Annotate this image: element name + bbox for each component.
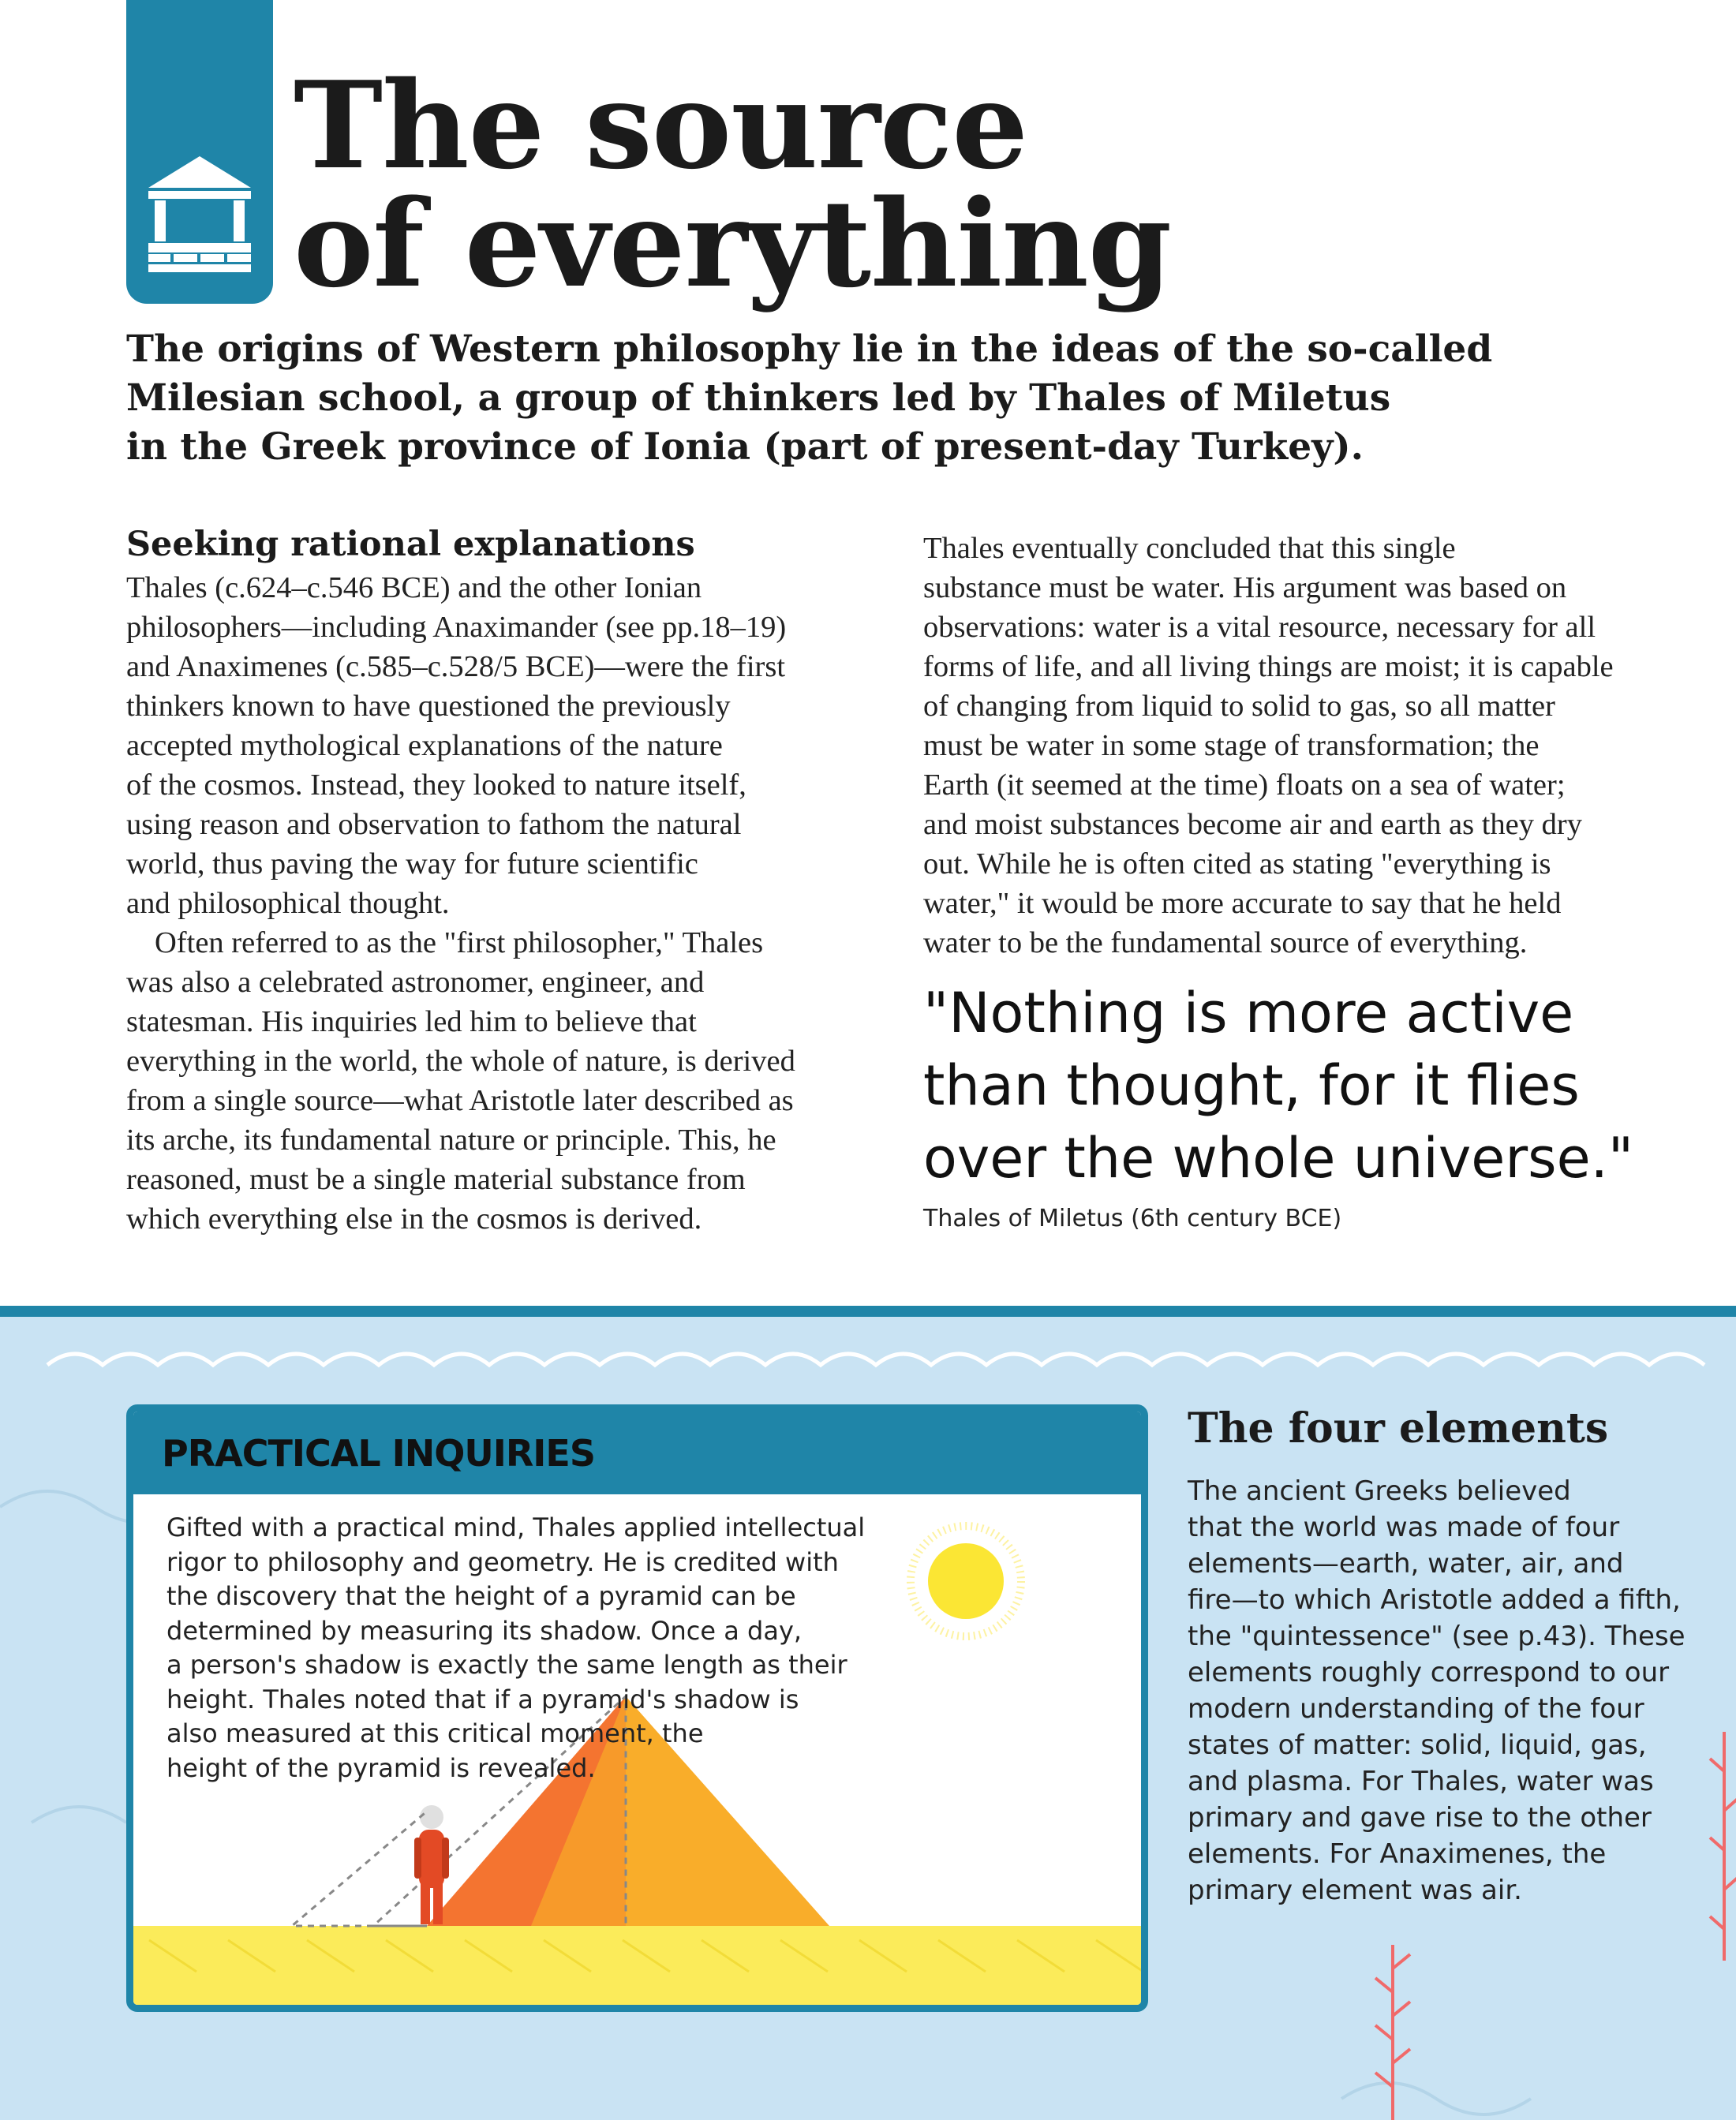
intro-line: Milesian school, a group of thinkers led by Thales of Miletus (126, 376, 1391, 420)
quote-line: over the whole universe." (923, 1126, 1634, 1191)
body-line: must be water in some stage of transformation; the (923, 729, 1540, 762)
band-divider (0, 1306, 1736, 1317)
body-line: forms of life, and all living things are moist; it is capable (923, 650, 1614, 683)
elements-line: that the world was made of four (1188, 1512, 1620, 1543)
four-elements-title: The four elements (1188, 1404, 1609, 1453)
body-line: statesman. His inquiries led him to believe that (126, 1005, 697, 1038)
body-line: of the cosmos. Instead, they looked to nature itself, (126, 768, 746, 802)
box-line: height. Thales noted that if a pyramid's shadow is (166, 1684, 799, 1714)
page-title (294, 54, 1172, 314)
body-line: substance must be water. His argument was based on (923, 571, 1567, 604)
elements-line: elements. For Anaximenes, the (1188, 1838, 1607, 1870)
body-line: was also a celebrated astronomer, engineer, and (126, 966, 705, 999)
body-line: and moist substances become air and earth as they dry (923, 808, 1582, 841)
sun-icon (911, 1526, 1021, 1636)
body-line: observations: water is a vital resource, necessary for all (923, 611, 1596, 644)
elements-line: and plasma. For Thales, water was (1188, 1766, 1654, 1797)
body-line: thinkers known to have questioned the previously (126, 690, 731, 723)
intro-paragraph (126, 325, 1493, 472)
box-line: Gifted with a practical mind, Thales applied intellectual (166, 1512, 866, 1542)
body-column-right (923, 529, 1681, 963)
box-line: determined by measuring its shadow. Once a day, (166, 1615, 803, 1646)
box-line: the discovery that the height of a pyramid can be (166, 1581, 796, 1611)
elements-line: modern understanding of the four (1188, 1693, 1644, 1725)
quote-attribution: Thales of Miletus (6th century BCE) (923, 1205, 1342, 1232)
practical-inquiries-box (126, 1404, 1148, 2012)
box-line: a person's shadow is exactly the same length as their (166, 1650, 847, 1680)
body-line: reasoned, must be a single material substance from (126, 1163, 746, 1196)
title-line: The source (294, 54, 1028, 196)
elements-line: elements—earth, water, air, and (1188, 1548, 1624, 1580)
body-line: world, thus paving the way for future scientific (126, 847, 698, 881)
body-line: from a single source—what Aristotle later described as (126, 1084, 794, 1117)
body-line: its arche, its fundamental nature or principle. This, he (126, 1124, 776, 1157)
quote-line: "Nothing is more active (923, 981, 1574, 1045)
elements-line: primary and gave rise to the other (1188, 1802, 1652, 1834)
box-text (166, 1511, 866, 1785)
box-title: PRACTICAL INQUIRIES (162, 1432, 595, 1475)
box-line: also measured at this critical moment, the (166, 1718, 704, 1748)
quote-line: than thought, for it flies (923, 1053, 1580, 1118)
body-line: and philosophical thought. (126, 887, 450, 920)
body-line: accepted mythological explanations of the nature (126, 729, 723, 762)
elements-line: states of matter: solid, liquid, gas, (1188, 1729, 1647, 1761)
intro-line: The origins of Western philosophy lie in the ideas of the so-called (126, 327, 1493, 371)
body-line: water to be the fundamental source of everything. (923, 926, 1528, 959)
body-line: Often referred to as the "first philosopher," Thales (155, 926, 764, 959)
elements-line: primary element was air. (1188, 1875, 1522, 1906)
box-line: height of the pyramid is revealed. (166, 1752, 596, 1783)
header-tab (126, 0, 273, 304)
section-heading: Seeking rational explanations (126, 525, 695, 564)
body-line: and Anaximenes (c.585–c.528/5 BCE)—were the first (126, 650, 786, 683)
body-line: Thales (c.624–c.546 BCE) and the other Ionian (126, 571, 702, 604)
elements-line: elements roughly correspond to our (1188, 1657, 1670, 1688)
body-line: using reason and observation to fathom the natural (126, 808, 742, 841)
body-line: Earth (it seemed at the time) floats on a sea of water; (923, 768, 1566, 802)
temple-icon (144, 150, 256, 280)
body-line: water," it would be more accurate to say that he held (923, 887, 1562, 920)
pull-quote (923, 977, 1633, 1195)
title-line: of everything (294, 173, 1172, 314)
body-line: Thales eventually concluded that this single (923, 532, 1456, 565)
elements-line: The ancient Greeks believed (1188, 1475, 1571, 1507)
body-line: philosophers—including Anaximander (see pp.18–19) (126, 611, 787, 644)
intro-line: in the Greek province of Ionia (part of present-day Turkey). (126, 425, 1364, 469)
body-line: everything in the world, the whole of nature, is derived (126, 1045, 795, 1078)
body-line: of changing from liquid to solid to gas, so all matter (923, 690, 1555, 723)
four-elements-text (1188, 1473, 1693, 1909)
elements-line: fire—to which Aristotle added a fifth, (1188, 1584, 1681, 1616)
body-line: out. While he is often cited as stating "everything is (923, 847, 1551, 881)
body-line: which everything else in the cosmos is derived. (126, 1202, 702, 1236)
elements-line: the "quintessence" (see p.43). These (1188, 1621, 1685, 1652)
body-column-left (126, 568, 884, 1239)
box-line: rigor to philosophy and geometry. He is credited with (166, 1546, 839, 1577)
